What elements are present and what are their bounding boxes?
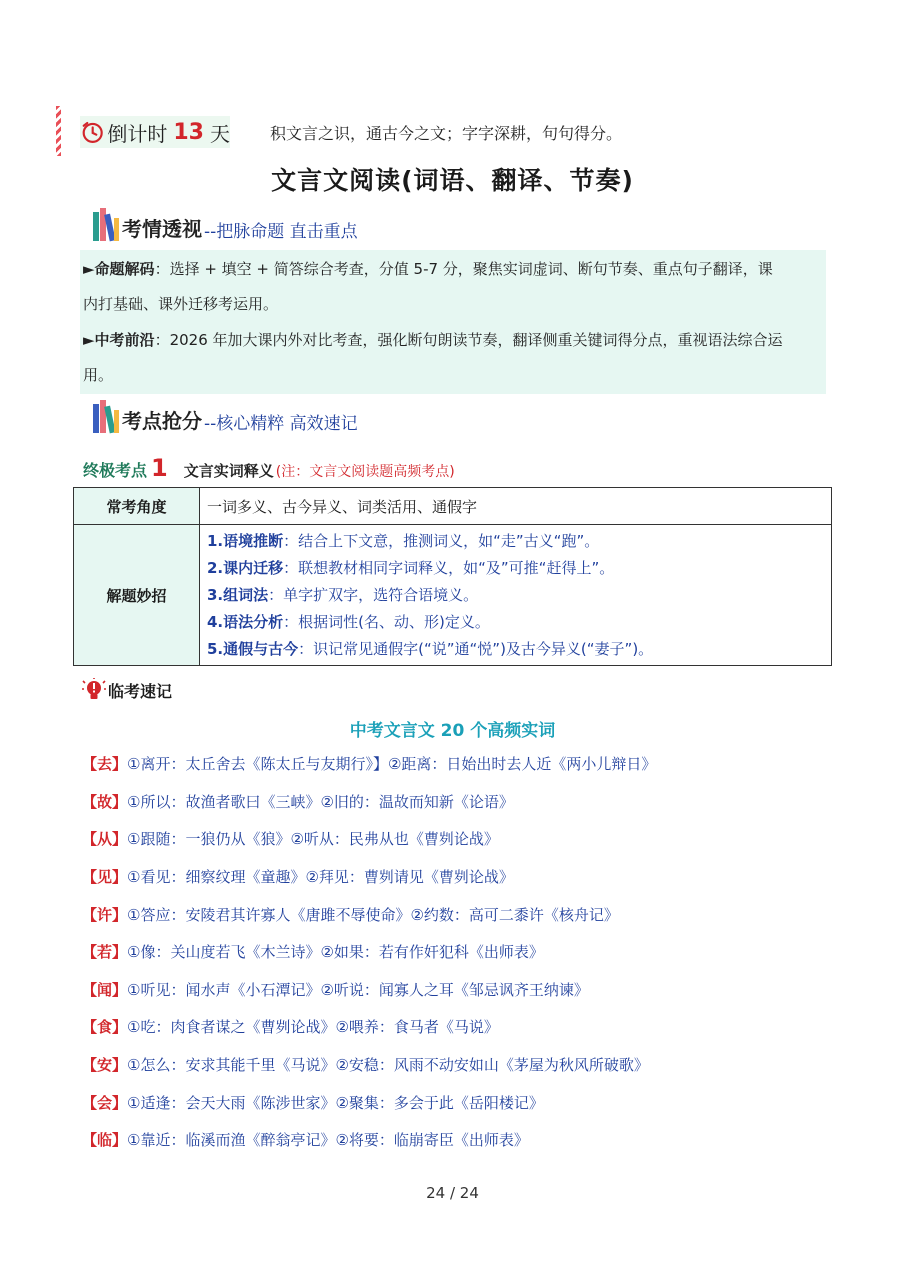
decorative-tick-bar	[56, 106, 61, 156]
bulb-icon	[82, 678, 106, 702]
kaodian-note: (注：文言文阅读题高频考点)	[275, 464, 455, 480]
list-item	[82, 903, 619, 927]
word-text: ①像：关山度若飞《木兰诗》②如果：若有作奸犯科《出师表》	[127, 943, 544, 961]
kaodian-title	[83, 454, 455, 482]
word-text: ①跟随：一狼仍从《狼》②听从：民弗从也《曹刿论战》	[127, 830, 499, 848]
word-list-title: 中考文言文 20 个高频实词	[349, 721, 556, 741]
kaodian-lead: 终极考点	[83, 461, 148, 480]
section-subtitle: --把脉命题 直击重点	[204, 222, 358, 242]
word-key: 【从】	[82, 830, 128, 848]
tip-label: 3.组词法	[207, 585, 269, 604]
list-item	[82, 1128, 529, 1152]
countdown-suffix: 天	[210, 121, 230, 146]
tips-cell	[200, 525, 832, 666]
list-item	[82, 790, 514, 814]
tip-line	[207, 528, 831, 555]
list-item	[82, 752, 656, 776]
countdown-number: 13	[173, 119, 204, 145]
word-key: 【食】	[82, 1018, 128, 1036]
list-item	[82, 1091, 544, 1115]
word-text: ①适逢：会天大雨《陈涉世家》②聚集：多会于此《岳阳楼记》	[127, 1094, 544, 1112]
tip-label: 5.通假与古今	[207, 639, 299, 658]
kaodian-number: 1	[151, 454, 168, 482]
tip-line	[207, 582, 831, 609]
tip-text: ：识记常见通假字(“说”通“悦”)及古今异义(“妻子”)。	[298, 639, 654, 658]
info-line: ►命题解码：选择 + 填空 + 简答综合考查，分值 5-7 分，聚焦实词虚词、断句节奏、重点句子翻译，课	[83, 260, 773, 278]
word-text: ①答应：安陵君其许寡人《唐雎不辱使命》②约数：高可二黍许《核舟记》	[127, 906, 619, 924]
list-item	[82, 827, 499, 851]
word-text: ①靠近：临溪而渔《醉翁亭记》②将要：临崩寄臣《出师表》	[127, 1131, 529, 1149]
tip-label: 1.语境推断	[207, 531, 284, 550]
word-key: 【临】	[82, 1131, 128, 1149]
countdown-badge	[80, 116, 230, 148]
table-head-cell: 常考角度	[74, 488, 200, 525]
kaodian-main: 文言实词释义	[183, 462, 274, 480]
info-label: 中考前沿	[94, 331, 155, 349]
info-text: ：2026 年加大课内外对比考查，强化断句朗读节奏，翻译侧重关键词得分点，重视语法综合运	[154, 331, 783, 349]
tip-label: 4.语法分析	[207, 612, 284, 631]
word-text: ①看见：细察纹理《童趣》②拜见：曹刿请见《曹刿论战》	[127, 868, 514, 886]
list-item	[82, 1053, 649, 1077]
motto: 积文言之识，通古今之文；字字深耕，句句得分。	[270, 124, 623, 143]
tip-text: ：单字扩双字，选符合语境义。	[268, 585, 479, 604]
list-item	[82, 865, 514, 889]
clock-icon	[81, 119, 104, 145]
books-icon	[92, 400, 120, 434]
word-key: 【会】	[82, 1094, 128, 1112]
list-item	[82, 1015, 499, 1039]
word-text: ①吃：肉食者谋之《曹刿论战》②喂养：食马者《马说》	[127, 1018, 499, 1036]
word-key: 【去】	[82, 755, 128, 773]
section-title: 考情透视	[122, 217, 202, 241]
table-row	[74, 488, 832, 525]
section-header-kaodian	[92, 398, 358, 434]
word-key: 【见】	[82, 868, 128, 886]
page-number: 24 / 24	[426, 1184, 479, 1202]
info-label: 命题解码	[94, 260, 155, 278]
section-header-kaoqing	[92, 206, 358, 242]
list-item	[82, 978, 589, 1002]
page-title: 文言文阅读(词语、翻译、节奏)	[271, 166, 634, 195]
tip-label: 2.课内迁移	[207, 558, 284, 577]
word-key: 【故】	[82, 793, 128, 811]
section-subtitle: --核心精粹 高效速记	[204, 414, 358, 434]
word-text: ①所以：故渔者歌曰《三峡》②旧的：温故而知新《论语》	[127, 793, 514, 811]
memo-header	[82, 677, 172, 703]
tip-text: ：联想教材相同字词释义，如“及”可推“赶得上”。	[283, 558, 615, 577]
word-key: 【安】	[82, 1056, 128, 1074]
info-text: ：选择 + 填空 + 简答综合考查，分值 5-7 分，聚焦实词虚词、断句节奏、重点句子翻译，课	[154, 260, 773, 278]
table-head-cell: 解题妙招	[74, 525, 200, 666]
table-row	[74, 525, 832, 666]
table-cell: 一词多义、古今异义、词类活用、通假字	[200, 488, 832, 525]
word-key: 【若】	[82, 943, 128, 961]
tip-line	[207, 609, 831, 636]
info-line: 用。	[83, 366, 114, 384]
tip-line	[207, 555, 831, 582]
tip-line	[207, 636, 831, 663]
tip-text: ：结合上下文意，推测词义，如“走”古义“跑”。	[283, 531, 600, 550]
list-item	[82, 940, 544, 964]
books-icon	[92, 208, 120, 242]
countdown-prefix: 倒计时	[107, 121, 168, 146]
word-key: 【闻】	[82, 981, 128, 999]
memo-title: 临考速记	[108, 681, 173, 701]
word-text: ①怎么：安求其能千里《马说》②安稳：风雨不动安如山《茅屋为秋风所破歌》	[127, 1056, 649, 1074]
tip-text: ：根据词性(名、动、形)定义。	[283, 612, 490, 631]
section-title: 考点抢分	[122, 409, 202, 433]
word-text: ①离开：太丘舍去《陈太丘与友期行》】②距离：日始出时去人近《两小儿辩日》	[127, 755, 657, 773]
kaodian-table	[73, 487, 832, 666]
word-key: 【许】	[82, 906, 128, 924]
word-text: ①听见：闻水声《小石潭记》②听说：闻寡人之耳《邹忌讽齐王纳谏》	[127, 981, 589, 999]
info-line: 内打基础、课外迁移考运用。	[83, 295, 279, 313]
info-line: ►中考前沿：2026 年加大课内外对比考查，强化断句朗读节奏，翻译侧重关键词得分点，重视语法综合运	[83, 331, 783, 349]
